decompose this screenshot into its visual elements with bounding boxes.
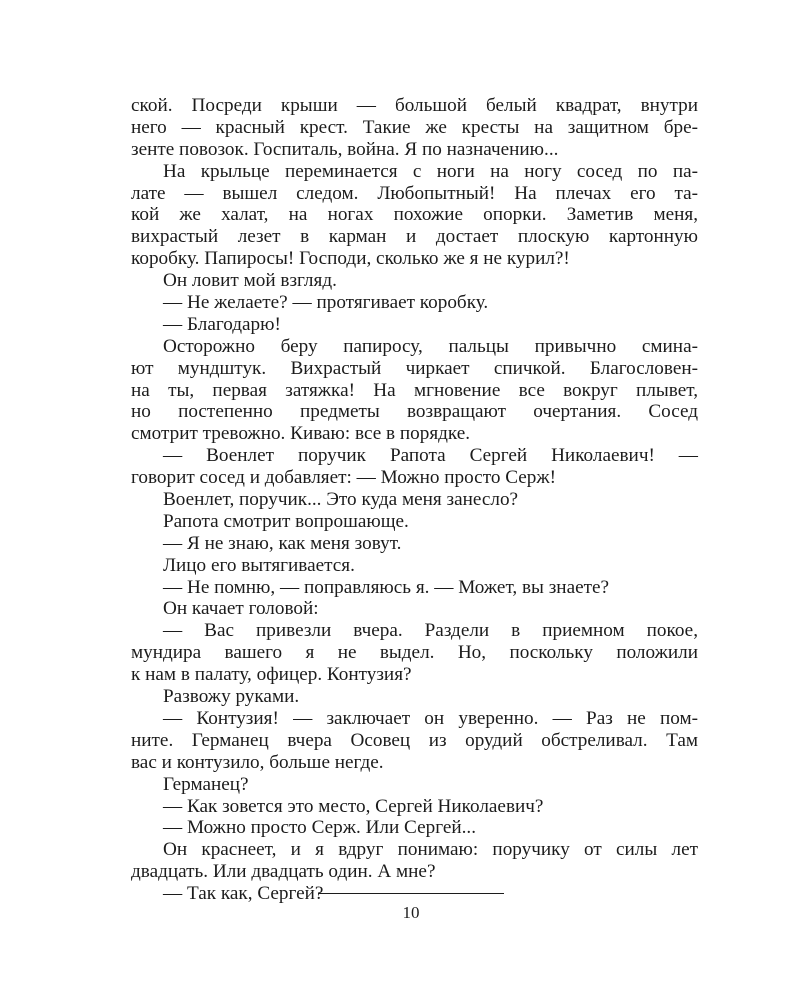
text-line: — Военлет поручик Рапота Сергей Николаевич! — bbox=[163, 445, 698, 467]
text-line: зенте повозок. Госпиталь, война. Я по назначению... bbox=[131, 138, 559, 160]
text-line: Он качает головой: bbox=[163, 598, 319, 620]
text-line: него — красный крест. Такие же кресты на защитном бре- bbox=[131, 116, 698, 138]
text-line: — Как зовется это место, Сергей Николаевич? bbox=[163, 795, 544, 817]
text-line: ните. Германец вчера Осовец из орудий обстреливал. Там bbox=[131, 729, 698, 751]
text-line: смотрит тревожно. Киваю: все в порядке. bbox=[131, 423, 471, 445]
text-line: — Вас привезли вчера. Раздели в приемном покое, bbox=[163, 620, 698, 642]
text-line: Он краснеет, и я вдруг понимаю: поручику от силы лет bbox=[163, 839, 698, 861]
text-line: Рапота смотрит вопрошающе. bbox=[163, 510, 409, 532]
body-text bbox=[131, 95, 698, 905]
text-line: — Благодарю! bbox=[163, 313, 281, 335]
text-line: двадцать. Или двадцать один. А мне? bbox=[131, 861, 436, 883]
text-line: На крыльце переминается с ноги на ногу сосед по па- bbox=[163, 160, 698, 182]
text-line: Развожу руками. bbox=[163, 686, 300, 708]
text-line: к нам в палату, офицер. Контузия? bbox=[131, 664, 412, 686]
text-line: — Контузия! — заключает он уверенно. — Раз не пом- bbox=[163, 707, 698, 729]
text-line: Осторожно беру папиросу, пальцы привычно смина- bbox=[163, 335, 698, 357]
text-line: Лицо его вытягивается. bbox=[163, 554, 355, 576]
footer-divider bbox=[318, 893, 504, 894]
text-line: мундира вашего я не выдел. Но, поскольку положили bbox=[131, 642, 698, 664]
text-line: лате — вышел следом. Любопытный! На плечах его та- bbox=[131, 182, 698, 204]
text-line: — Я не знаю, как меня зовут. bbox=[163, 532, 402, 554]
text-line: Военлет, поручик... Это куда меня занесло? bbox=[163, 489, 519, 511]
text-line: — Не желаете? — протягивает коробку. bbox=[163, 292, 489, 314]
text-line: — Можно просто Серж. Или Сергей... bbox=[163, 817, 476, 839]
text-line: коробку. Папиросы! Господи, сколько же я не курил?! bbox=[131, 248, 570, 270]
text-line: — Не помню, — поправляюсь я. — Может, вы знаете? bbox=[163, 576, 610, 598]
text-line: говорит сосед и добавляет: — Можно просто Серж! bbox=[131, 467, 557, 489]
text-line: — Так как, Сергей? bbox=[163, 883, 324, 905]
text-line: ской. Посреди крыши — большой белый квадрат, внутри bbox=[131, 95, 698, 116]
text-line: ют мундштук. Вихрастый чиркает спичкой. Благословен- bbox=[131, 357, 698, 379]
page-number: 10 bbox=[402, 903, 420, 922]
text-line: на ты, первая затяжка! На мгновение все вокруг плывет, bbox=[131, 379, 698, 401]
text-line: вихрастый лезет в карман и достает плоскую картонную bbox=[131, 226, 698, 248]
text-line: но постепенно предметы возвращают очертания. Сосед bbox=[131, 401, 698, 423]
text-line: вас и контузило, больше негде. bbox=[131, 751, 384, 773]
text-line: Германец? bbox=[163, 773, 249, 795]
text-line: Он ловит мой взгляд. bbox=[163, 270, 337, 292]
text-line: кой же халат, на ногах похожие опорки. Заметив меня, bbox=[131, 204, 698, 226]
